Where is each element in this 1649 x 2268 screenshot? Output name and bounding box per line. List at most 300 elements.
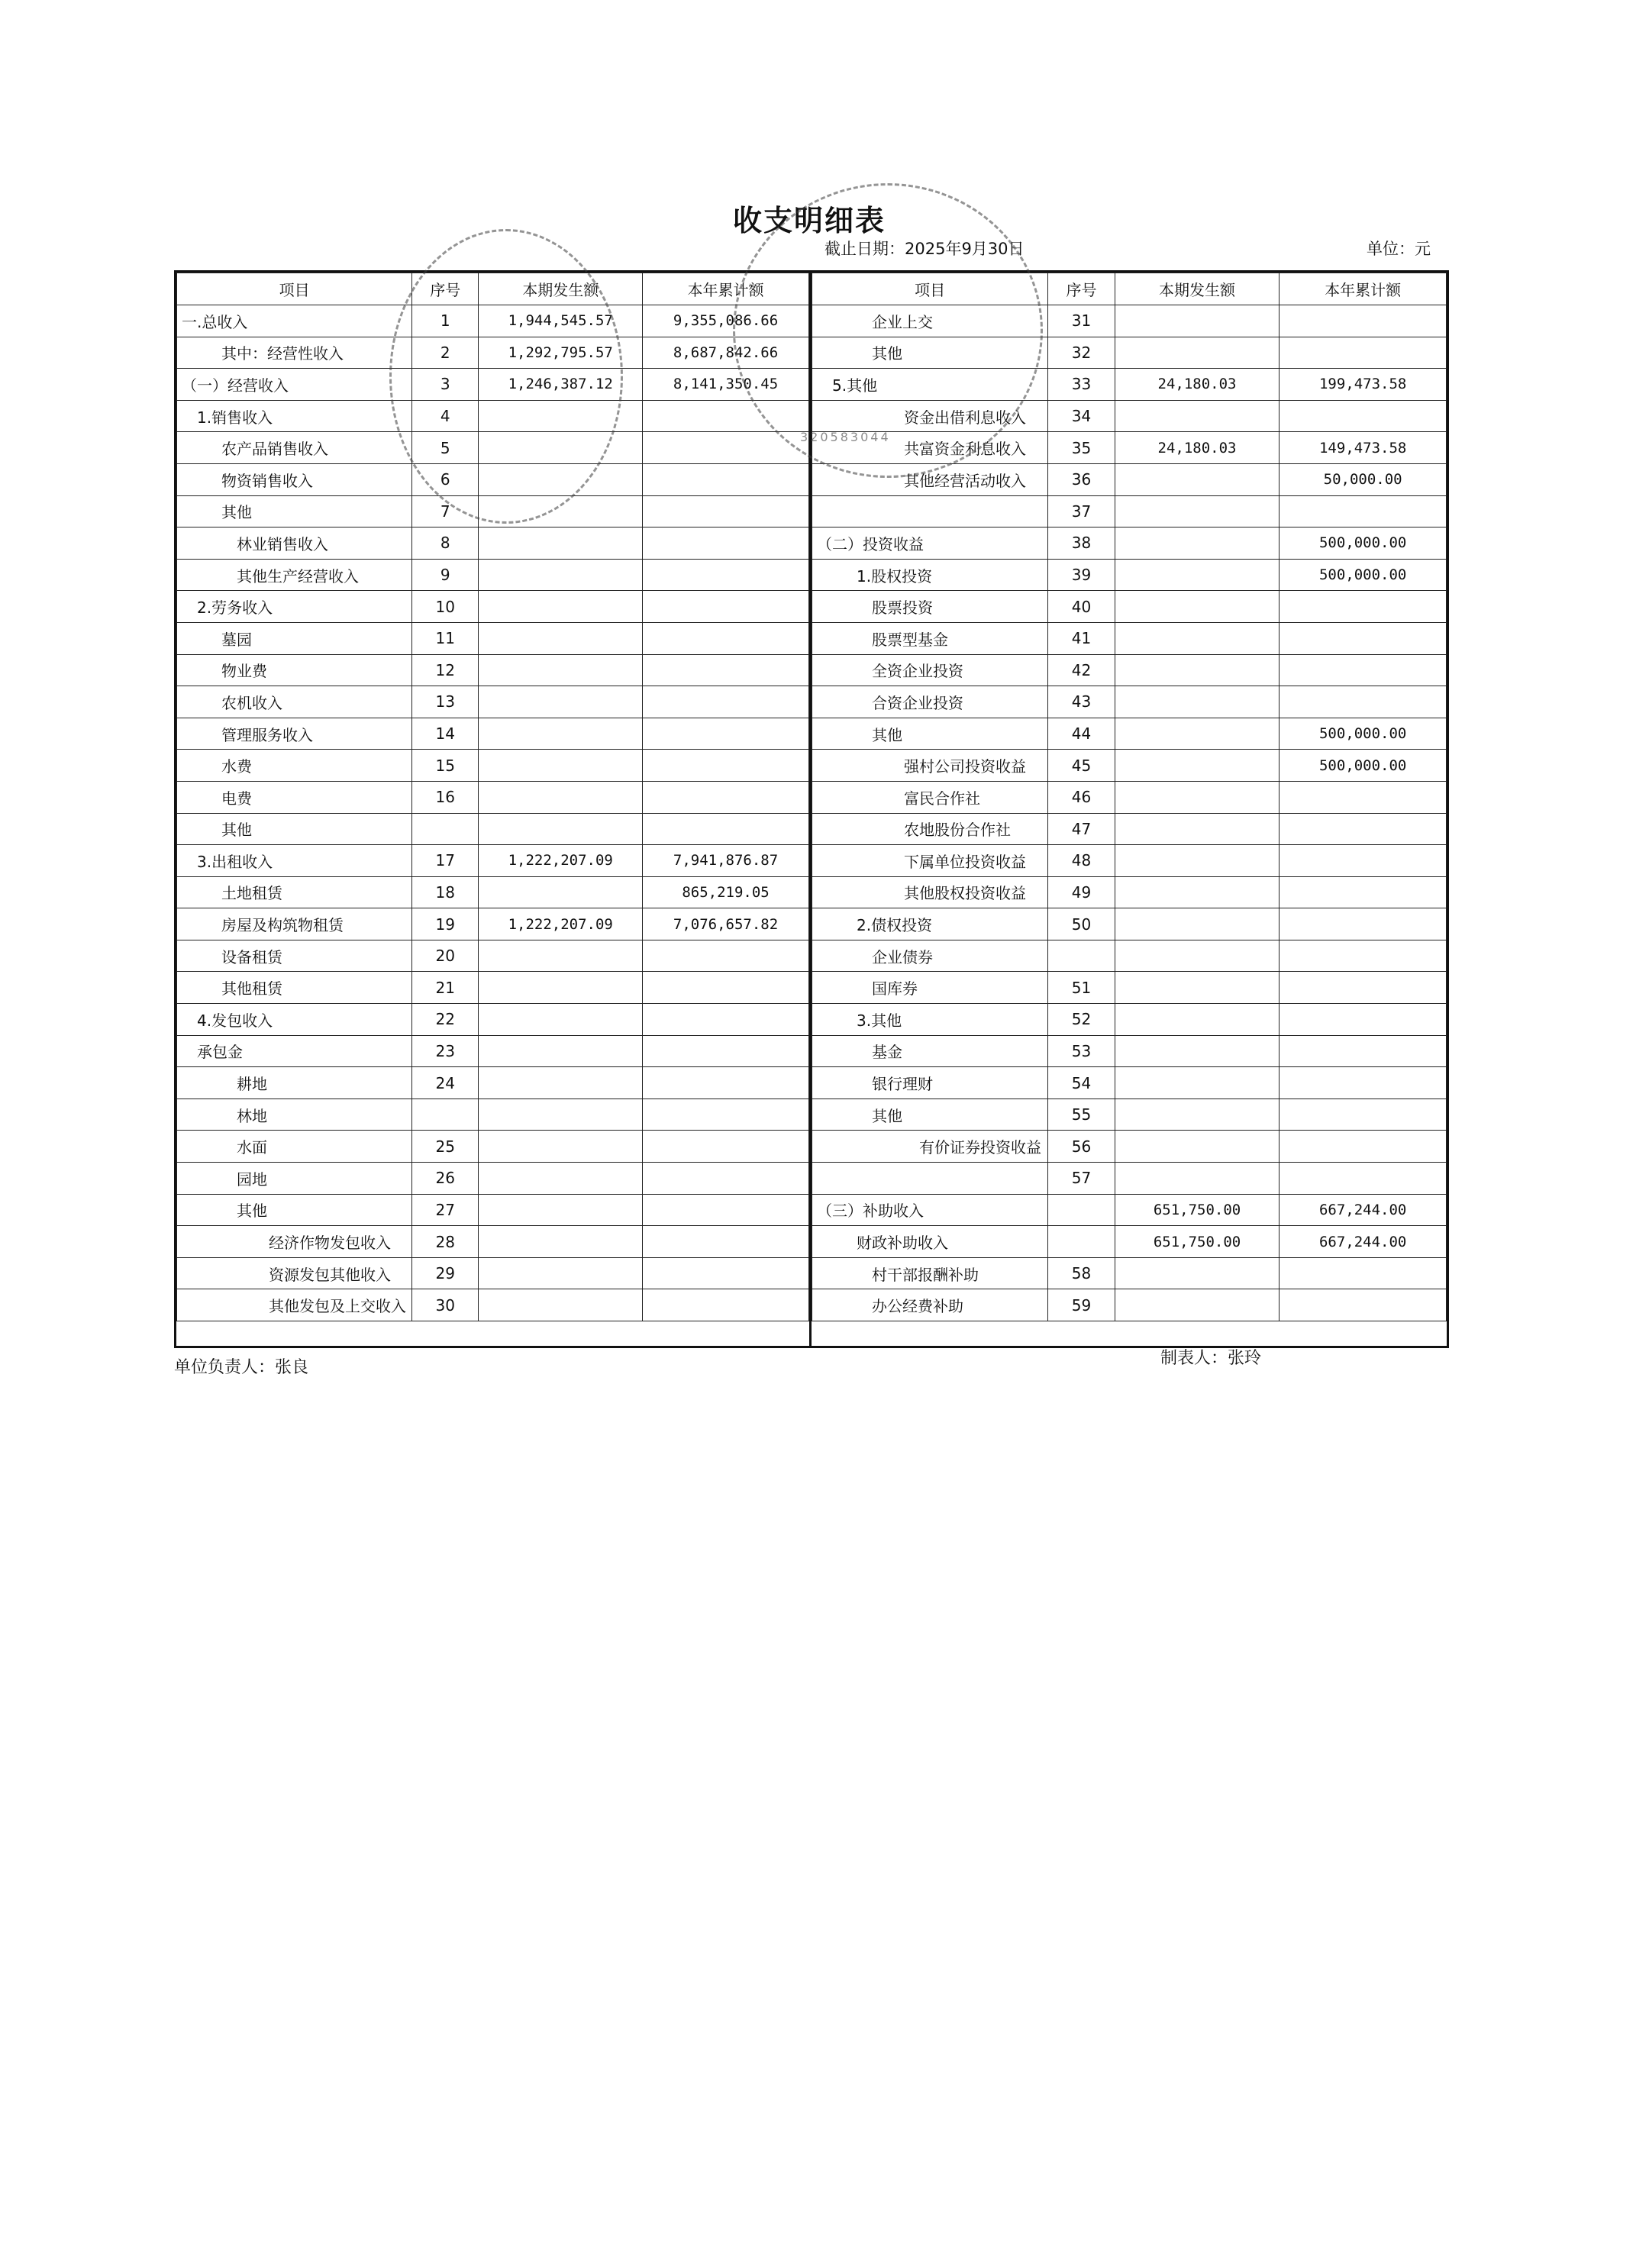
row-seq: 7 xyxy=(412,495,479,527)
row-seq xyxy=(1048,940,1115,972)
row-seq: 31 xyxy=(1048,305,1115,337)
row-item: 管理服务收入 xyxy=(177,718,412,750)
row-cumulative xyxy=(1280,622,1447,654)
row-current xyxy=(479,1067,643,1099)
row-item: 资金出借利息收入 xyxy=(812,400,1048,432)
row-current xyxy=(479,750,643,782)
header-current: 本期发生额 xyxy=(1115,273,1280,305)
table-row xyxy=(812,972,1447,1004)
row-seq: 37 xyxy=(1048,495,1115,527)
table-row xyxy=(812,1163,1447,1195)
row-current xyxy=(479,1035,643,1067)
row-cumulative xyxy=(643,750,809,782)
row-item: 墓园 xyxy=(177,622,412,654)
row-cumulative xyxy=(643,622,809,654)
row-cumulative xyxy=(643,1289,809,1321)
row-current: 24,180.03 xyxy=(1115,432,1280,464)
row-item: 经济作物发包收入 xyxy=(177,1226,412,1258)
date-text: 截止日期：2025年9月30日 xyxy=(824,240,1025,258)
row-current xyxy=(1115,845,1280,877)
row-item: 房屋及构筑物租赁 xyxy=(177,908,412,940)
row-current xyxy=(479,813,643,845)
table-row xyxy=(812,1067,1447,1099)
row-seq: 35 xyxy=(1048,432,1115,464)
responsible-person: 单位负责人：张良 xyxy=(174,1358,309,1377)
row-item: 1.股权投资 xyxy=(812,559,1048,591)
row-current xyxy=(479,718,643,750)
row-current xyxy=(1115,1067,1280,1099)
row-current: 1,944,545.57 xyxy=(479,305,643,337)
table-row xyxy=(177,718,809,750)
row-item: 资源发包其他收入 xyxy=(177,1257,412,1289)
row-cumulative xyxy=(643,527,809,560)
row-cumulative xyxy=(643,940,809,972)
table-row xyxy=(812,1257,1447,1289)
row-item: 土地租赁 xyxy=(177,876,412,908)
row-seq: 6 xyxy=(412,463,479,495)
row-seq xyxy=(1048,1226,1115,1258)
row-item xyxy=(812,1163,1048,1195)
row-cumulative xyxy=(643,1099,809,1131)
row-item: （二）投资收益 xyxy=(812,527,1048,560)
row-seq: 36 xyxy=(1048,463,1115,495)
row-cumulative xyxy=(643,1131,809,1163)
row-cumulative xyxy=(643,495,809,527)
row-item: 农产品销售收入 xyxy=(177,432,412,464)
table-row xyxy=(177,432,809,464)
row-cumulative xyxy=(1280,686,1447,718)
header-seq: 序号 xyxy=(1048,273,1115,305)
header-item: 项目 xyxy=(812,273,1048,305)
left-table-body xyxy=(177,305,809,1321)
table-row xyxy=(177,527,809,560)
row-current xyxy=(479,527,643,560)
row-cumulative xyxy=(643,1226,809,1258)
row-seq: 25 xyxy=(412,1131,479,1163)
income-expense-table xyxy=(174,270,1449,1348)
row-cumulative xyxy=(643,1035,809,1067)
row-current xyxy=(479,1099,643,1131)
row-item xyxy=(812,495,1048,527)
left-half xyxy=(176,273,812,1346)
row-seq: 41 xyxy=(1048,622,1115,654)
row-current xyxy=(479,463,643,495)
row-item: 强村公司投资收益 xyxy=(812,750,1048,782)
table-row xyxy=(812,1004,1447,1036)
row-cumulative xyxy=(1280,940,1447,972)
table-row xyxy=(812,591,1447,623)
row-seq: 8 xyxy=(412,527,479,560)
row-current xyxy=(1115,400,1280,432)
table-row xyxy=(812,622,1447,654)
table-row xyxy=(812,781,1447,813)
row-item: 物资销售收入 xyxy=(177,463,412,495)
table-row xyxy=(812,1131,1447,1163)
row-seq xyxy=(412,813,479,845)
row-current xyxy=(1115,305,1280,337)
row-current xyxy=(1115,495,1280,527)
row-cumulative xyxy=(1280,908,1447,940)
row-current xyxy=(479,1004,643,1036)
row-item: 农机收入 xyxy=(177,686,412,718)
row-seq: 50 xyxy=(1048,908,1115,940)
row-seq: 19 xyxy=(412,908,479,940)
row-current xyxy=(479,495,643,527)
row-current xyxy=(479,559,643,591)
table-row xyxy=(177,305,809,337)
row-current xyxy=(1115,1131,1280,1163)
table-row xyxy=(812,908,1447,940)
row-seq: 24 xyxy=(412,1067,479,1099)
row-seq: 44 xyxy=(1048,718,1115,750)
table-row xyxy=(177,940,809,972)
table-row xyxy=(812,369,1447,401)
row-current xyxy=(1115,463,1280,495)
row-item: 3.其他 xyxy=(812,1004,1048,1036)
row-current xyxy=(479,591,643,623)
row-cumulative xyxy=(1280,1131,1447,1163)
table-row xyxy=(812,654,1447,686)
table-row xyxy=(177,1004,809,1036)
row-current: 1,222,207.09 xyxy=(479,908,643,940)
table-row xyxy=(177,337,809,369)
row-cumulative xyxy=(1280,654,1447,686)
row-seq: 18 xyxy=(412,876,479,908)
row-cumulative: 500,000.00 xyxy=(1280,718,1447,750)
row-seq: 14 xyxy=(412,718,479,750)
table-row xyxy=(812,1194,1447,1226)
row-current xyxy=(479,622,643,654)
row-seq: 27 xyxy=(412,1194,479,1226)
row-current xyxy=(1115,750,1280,782)
row-current xyxy=(479,1257,643,1289)
row-item: 设备租赁 xyxy=(177,940,412,972)
row-item: 2.劳务收入 xyxy=(177,591,412,623)
row-item: 1.销售收入 xyxy=(177,400,412,432)
row-current xyxy=(1115,718,1280,750)
header-cumulative: 本年累计额 xyxy=(1280,273,1447,305)
row-item: 企业债券 xyxy=(812,940,1048,972)
table-row xyxy=(177,495,809,527)
page-title: 收支明细表 xyxy=(733,204,886,237)
row-cumulative xyxy=(643,432,809,464)
row-item: 富民合作社 xyxy=(812,781,1048,813)
header-seq: 序号 xyxy=(412,273,479,305)
row-item: 水面 xyxy=(177,1131,412,1163)
row-item: 其中：经营性收入 xyxy=(177,337,412,369)
row-item: 全资企业投资 xyxy=(812,654,1048,686)
row-seq: 30 xyxy=(412,1289,479,1321)
right-table xyxy=(812,273,1447,1321)
row-cumulative xyxy=(643,654,809,686)
row-cumulative xyxy=(1280,972,1447,1004)
row-cumulative xyxy=(1280,813,1447,845)
table-row xyxy=(177,400,809,432)
row-seq: 59 xyxy=(1048,1289,1115,1321)
table-row xyxy=(177,591,809,623)
row-current: 651,750.00 xyxy=(1115,1226,1280,1258)
table-row xyxy=(177,1067,809,1099)
row-item: 有价证券投资收益 xyxy=(812,1131,1048,1163)
table-row xyxy=(177,463,809,495)
row-cumulative xyxy=(1280,305,1447,337)
table-row xyxy=(812,845,1447,877)
row-seq: 9 xyxy=(412,559,479,591)
table-row xyxy=(177,876,809,908)
row-item: 2.债权投资 xyxy=(812,908,1048,940)
row-current xyxy=(479,972,643,1004)
row-seq: 20 xyxy=(412,940,479,972)
header-cumulative: 本年累计额 xyxy=(643,273,809,305)
row-item: 其他发包及上交收入 xyxy=(177,1289,412,1321)
preparer: 制表人：张玲 xyxy=(1160,1349,1262,1368)
row-cumulative xyxy=(643,718,809,750)
row-cumulative xyxy=(643,463,809,495)
row-cumulative xyxy=(1280,845,1447,877)
row-current: 1,246,387.12 xyxy=(479,369,643,401)
row-cumulative xyxy=(643,1067,809,1099)
row-current xyxy=(1115,876,1280,908)
row-item: 其他 xyxy=(812,1099,1048,1131)
table-row xyxy=(812,337,1447,369)
table-row xyxy=(812,813,1447,845)
row-cumulative: 500,000.00 xyxy=(1280,750,1447,782)
header-item: 项目 xyxy=(177,273,412,305)
row-cumulative xyxy=(643,813,809,845)
row-current xyxy=(1115,908,1280,940)
row-cumulative xyxy=(643,400,809,432)
table-row xyxy=(812,1035,1447,1067)
row-current xyxy=(479,940,643,972)
row-item: 其他 xyxy=(177,1194,412,1226)
row-item: 电费 xyxy=(177,781,412,813)
row-current xyxy=(479,1194,643,1226)
row-item: 承包金 xyxy=(177,1035,412,1067)
row-current xyxy=(479,1226,643,1258)
row-seq: 1 xyxy=(412,305,479,337)
row-cumulative xyxy=(643,1194,809,1226)
row-current: 24,180.03 xyxy=(1115,369,1280,401)
row-current xyxy=(1115,1289,1280,1321)
row-item: 合资企业投资 xyxy=(812,686,1048,718)
row-current xyxy=(1115,591,1280,623)
row-item: 财政补助收入 xyxy=(812,1226,1048,1258)
row-cumulative: 500,000.00 xyxy=(1280,527,1447,560)
row-current xyxy=(479,781,643,813)
row-current xyxy=(1115,559,1280,591)
row-seq: 55 xyxy=(1048,1099,1115,1131)
row-cumulative xyxy=(1280,400,1447,432)
row-seq: 21 xyxy=(412,972,479,1004)
row-seq: 11 xyxy=(412,622,479,654)
row-cumulative xyxy=(643,781,809,813)
row-seq: 4 xyxy=(412,400,479,432)
row-cumulative xyxy=(1280,1163,1447,1195)
row-current xyxy=(479,686,643,718)
row-item: 共富资金利息收入 xyxy=(812,432,1048,464)
right-header-row xyxy=(812,273,1447,305)
table-row xyxy=(812,495,1447,527)
row-item: 国库券 xyxy=(812,972,1048,1004)
row-cumulative: 7,941,876.87 xyxy=(643,845,809,877)
unit-text: 单位：元 xyxy=(1367,240,1431,258)
table-row xyxy=(812,876,1447,908)
row-seq: 49 xyxy=(1048,876,1115,908)
row-cumulative: 50,000.00 xyxy=(1280,463,1447,495)
row-seq xyxy=(1048,1194,1115,1226)
row-cumulative: 8,687,842.66 xyxy=(643,337,809,369)
row-current xyxy=(479,432,643,464)
table-row xyxy=(812,559,1447,591)
row-seq: 3 xyxy=(412,369,479,401)
right-half xyxy=(812,273,1447,1346)
row-seq: 39 xyxy=(1048,559,1115,591)
row-current xyxy=(1115,337,1280,369)
row-cumulative: 7,076,657.82 xyxy=(643,908,809,940)
row-cumulative: 9,355,086.66 xyxy=(643,305,809,337)
row-current xyxy=(1115,622,1280,654)
row-cumulative xyxy=(1280,1035,1447,1067)
row-item: 农地股份合作社 xyxy=(812,813,1048,845)
row-seq: 12 xyxy=(412,654,479,686)
row-item: 其他 xyxy=(177,495,412,527)
row-seq: 46 xyxy=(1048,781,1115,813)
table-row xyxy=(177,1226,809,1258)
row-item: 基金 xyxy=(812,1035,1048,1067)
row-current xyxy=(1115,781,1280,813)
row-current xyxy=(1115,1163,1280,1195)
row-seq: 17 xyxy=(412,845,479,877)
row-cumulative xyxy=(1280,1257,1447,1289)
row-item: 耕地 xyxy=(177,1067,412,1099)
row-seq: 5 xyxy=(412,432,479,464)
row-seq: 47 xyxy=(1048,813,1115,845)
row-item: 其他生产经营收入 xyxy=(177,559,412,591)
table-row xyxy=(177,908,809,940)
table-row xyxy=(812,718,1447,750)
row-item: 企业上交 xyxy=(812,305,1048,337)
row-current: 1,292,795.57 xyxy=(479,337,643,369)
row-current xyxy=(1115,1257,1280,1289)
row-cumulative xyxy=(643,1257,809,1289)
row-item: 林业销售收入 xyxy=(177,527,412,560)
row-seq: 51 xyxy=(1048,972,1115,1004)
row-seq: 54 xyxy=(1048,1067,1115,1099)
table-row xyxy=(177,369,809,401)
row-seq: 34 xyxy=(1048,400,1115,432)
row-seq xyxy=(412,1099,479,1131)
row-cumulative xyxy=(1280,1289,1447,1321)
row-current: 651,750.00 xyxy=(1115,1194,1280,1226)
table-row xyxy=(177,1163,809,1195)
row-current xyxy=(479,876,643,908)
row-item: 4.发包收入 xyxy=(177,1004,412,1036)
table-row xyxy=(177,622,809,654)
row-cumulative xyxy=(643,559,809,591)
row-seq: 16 xyxy=(412,781,479,813)
row-cumulative xyxy=(1280,495,1447,527)
table-row xyxy=(177,1257,809,1289)
row-current xyxy=(1115,686,1280,718)
row-item: 银行理财 xyxy=(812,1067,1048,1099)
row-seq: 58 xyxy=(1048,1257,1115,1289)
table-row xyxy=(812,432,1447,464)
table-row xyxy=(177,1035,809,1067)
row-current xyxy=(479,1163,643,1195)
row-seq: 56 xyxy=(1048,1131,1115,1163)
row-seq: 57 xyxy=(1048,1163,1115,1195)
row-current xyxy=(1115,972,1280,1004)
row-cumulative xyxy=(1280,876,1447,908)
row-item: 园地 xyxy=(177,1163,412,1195)
row-seq: 53 xyxy=(1048,1035,1115,1067)
table-row xyxy=(177,845,809,877)
row-current xyxy=(1115,813,1280,845)
row-current xyxy=(1115,654,1280,686)
row-item: 下属单位投资收益 xyxy=(812,845,1048,877)
row-item: 物业费 xyxy=(177,654,412,686)
table-row xyxy=(812,305,1447,337)
row-cumulative xyxy=(1280,781,1447,813)
seal-code: 320583044 xyxy=(800,430,891,444)
row-seq: 48 xyxy=(1048,845,1115,877)
table-row xyxy=(812,527,1447,560)
table-row xyxy=(812,1289,1447,1321)
row-cumulative: 199,473.58 xyxy=(1280,369,1447,401)
row-current xyxy=(479,400,643,432)
row-seq: 22 xyxy=(412,1004,479,1036)
row-seq: 10 xyxy=(412,591,479,623)
right-table-body xyxy=(812,305,1447,1321)
row-cumulative xyxy=(643,972,809,1004)
row-seq: 29 xyxy=(412,1257,479,1289)
row-item: 办公经费补助 xyxy=(812,1289,1048,1321)
row-current xyxy=(479,654,643,686)
row-item: 股票型基金 xyxy=(812,622,1048,654)
row-current: 1,222,207.09 xyxy=(479,845,643,877)
row-cumulative: 500,000.00 xyxy=(1280,559,1447,591)
row-seq: 15 xyxy=(412,750,479,782)
table-row xyxy=(812,940,1447,972)
row-current xyxy=(1115,1004,1280,1036)
row-cumulative xyxy=(1280,337,1447,369)
row-current xyxy=(1115,1099,1280,1131)
row-cumulative xyxy=(643,1004,809,1036)
row-cumulative xyxy=(643,591,809,623)
row-cumulative xyxy=(643,1163,809,1195)
table-row xyxy=(177,1099,809,1131)
row-item: 5.其他 xyxy=(812,369,1048,401)
table-row xyxy=(177,1289,809,1321)
row-item: 其他租赁 xyxy=(177,972,412,1004)
table-row xyxy=(812,400,1447,432)
row-cumulative: 667,244.00 xyxy=(1280,1226,1447,1258)
row-item: 其他经营活动收入 xyxy=(812,463,1048,495)
row-cumulative: 667,244.00 xyxy=(1280,1194,1447,1226)
row-item: 其他 xyxy=(177,813,412,845)
table-row xyxy=(177,654,809,686)
row-seq: 52 xyxy=(1048,1004,1115,1036)
row-current xyxy=(479,1131,643,1163)
table-row xyxy=(812,750,1447,782)
row-seq: 33 xyxy=(1048,369,1115,401)
row-seq: 23 xyxy=(412,1035,479,1067)
row-seq: 45 xyxy=(1048,750,1115,782)
row-seq: 26 xyxy=(412,1163,479,1195)
table-row xyxy=(177,559,809,591)
row-cumulative: 865,219.05 xyxy=(643,876,809,908)
row-item: 其他 xyxy=(812,337,1048,369)
